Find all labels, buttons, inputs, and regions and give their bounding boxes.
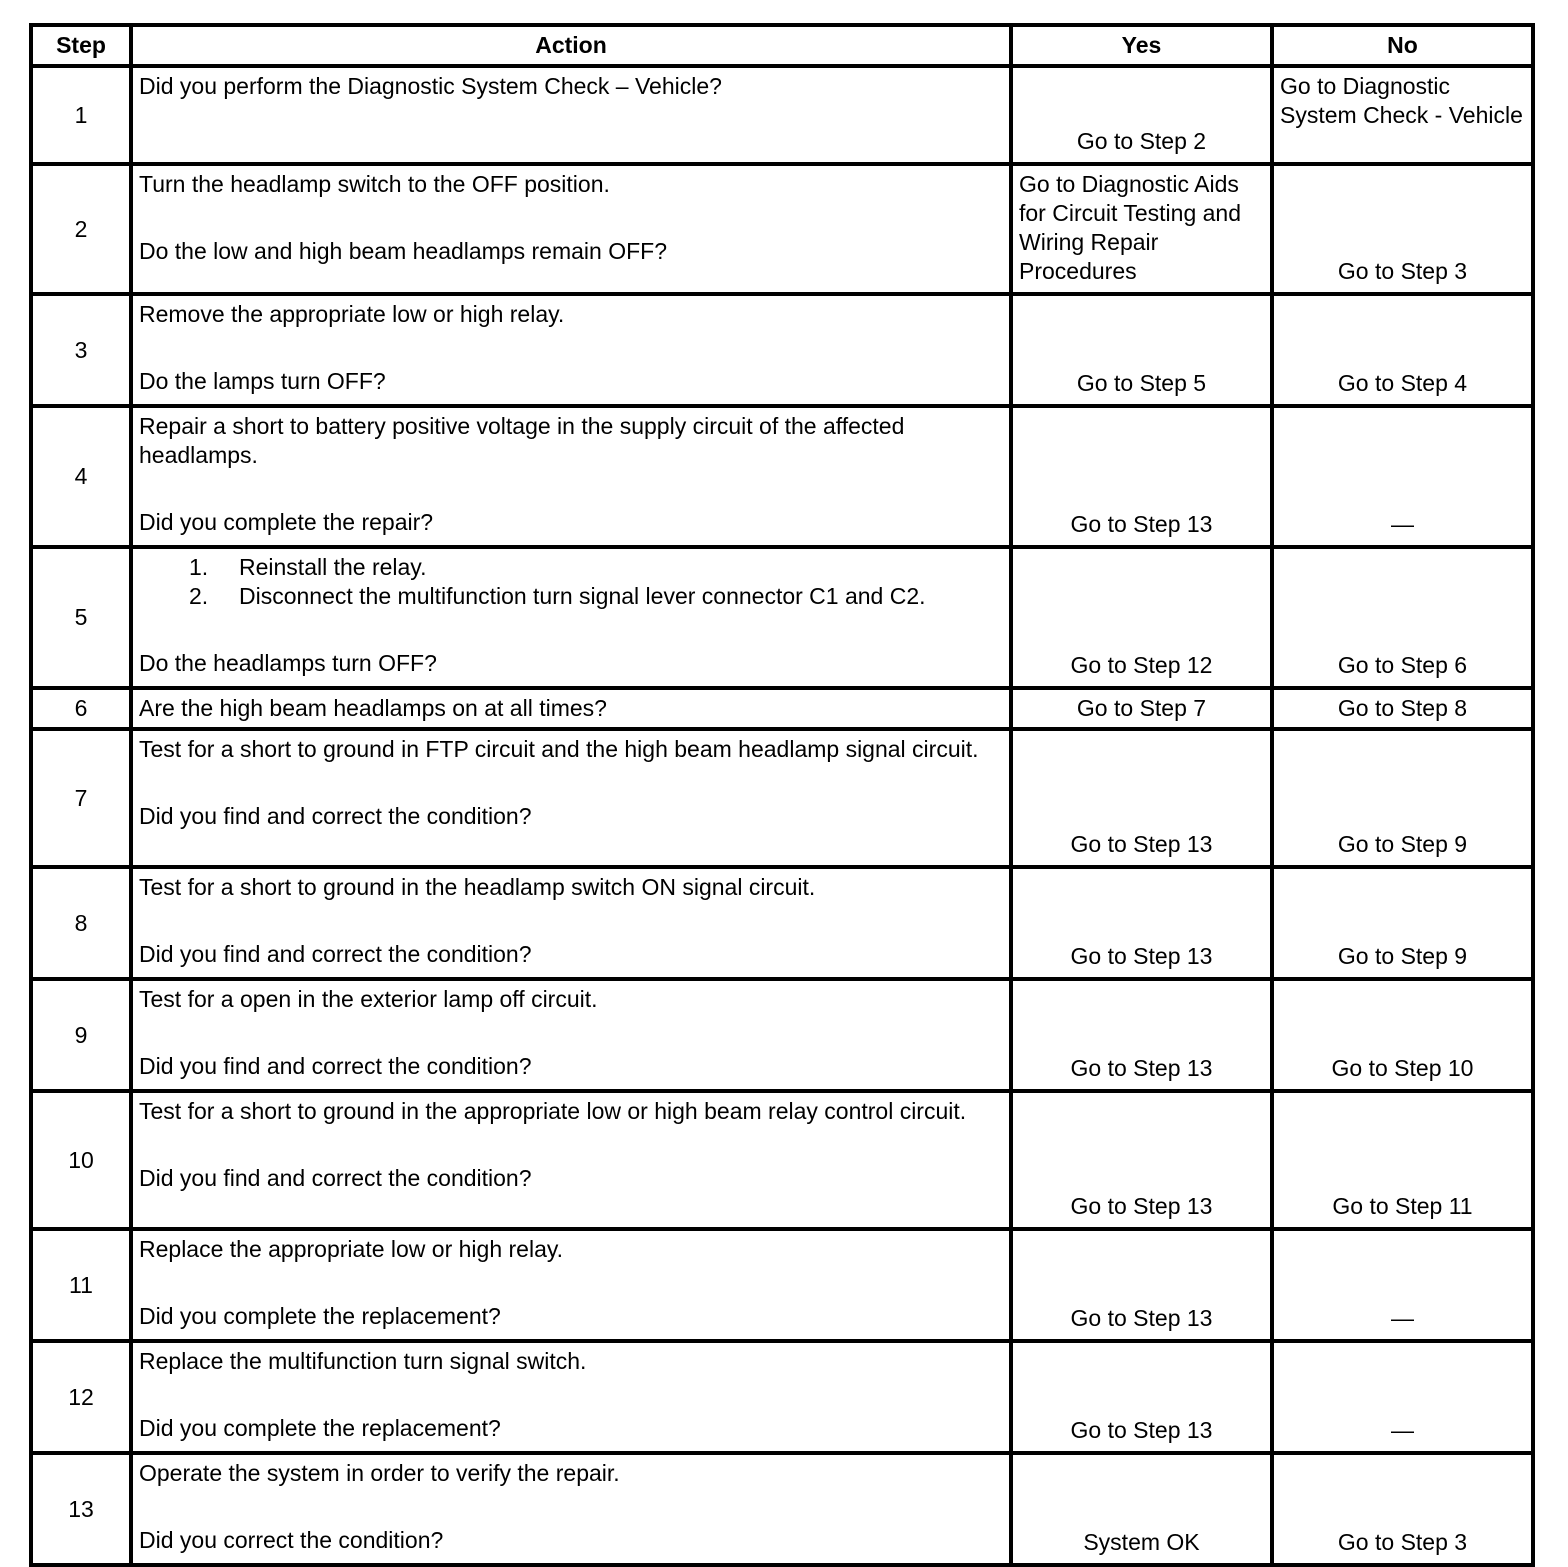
no-cell: Go to Step 4 (1272, 294, 1533, 406)
yes-cell: System OK (1011, 1453, 1272, 1565)
action-cell (131, 1091, 1011, 1229)
action-cell (131, 1341, 1011, 1453)
table-row (31, 1341, 1533, 1453)
action-question: Did you complete the replacement? (139, 1415, 501, 1441)
action-text: Replace the appropriate low or high relay. (139, 1236, 564, 1262)
action-cell (131, 406, 1011, 547)
table-row (31, 979, 1533, 1091)
no-cell: — (1272, 406, 1533, 547)
table-row (31, 66, 1533, 164)
action-cell (131, 1453, 1011, 1565)
action-question: Did you complete the repair? (139, 509, 434, 535)
step-number: 8 (31, 867, 131, 979)
substep-list (139, 553, 1003, 611)
table-row (31, 406, 1533, 547)
step-number: 13 (31, 1453, 131, 1565)
step-number: 3 (31, 294, 131, 406)
action-text: Turn the headlamp switch to the OFF position. (139, 171, 610, 197)
yes-cell: Go to Step 13 (1011, 1091, 1272, 1229)
no-cell: Go to Step 11 (1272, 1091, 1533, 1229)
table-row (31, 688, 1533, 729)
table-row (31, 1229, 1533, 1341)
step-header: Step (31, 25, 131, 66)
table-row (31, 867, 1533, 979)
step-number: 6 (31, 688, 131, 729)
action-header: Action (131, 25, 1011, 66)
diagnostic-table-container (29, 23, 1531, 1567)
diagnostic-table (29, 23, 1535, 1567)
action-text: Did you perform the Diagnostic System Check – Vehicle? (139, 73, 722, 99)
substep-text: Disconnect the multifunction turn signal lever connector C1 and C2. (239, 583, 926, 609)
yes-header: Yes (1011, 25, 1272, 66)
action-question: Did you complete the replacement? (139, 1303, 501, 1329)
action-cell (131, 164, 1011, 294)
step-number: 2 (31, 164, 131, 294)
no-cell: Go to Step 3 (1272, 1453, 1533, 1565)
no-cell: Go to Diagnostic System Check - Vehicle (1272, 66, 1533, 164)
action-text: Operate the system in order to verify the repair. (139, 1460, 620, 1486)
action-question: Do the low and high beam headlamps remain OFF? (139, 238, 668, 264)
step-number: 9 (31, 979, 131, 1091)
no-header: No (1272, 25, 1533, 66)
no-cell: Go to Step 8 (1272, 688, 1533, 729)
yes-cell: Go to Step 13 (1011, 867, 1272, 979)
action-cell (131, 729, 1011, 867)
substep-text: Reinstall the relay. (239, 554, 427, 580)
step-number: 11 (31, 1229, 131, 1341)
step-number: 1 (31, 66, 131, 164)
action-text: Test for a short to ground in FTP circuit and the high beam headlamp signal circuit. (139, 736, 979, 762)
action-cell (131, 1229, 1011, 1341)
no-cell: — (1272, 1229, 1533, 1341)
step-number: 10 (31, 1091, 131, 1229)
yes-cell: Go to Step 2 (1011, 66, 1272, 164)
yes-cell: Go to Diagnostic Aids for Circuit Testing and Wiring Repair Procedures (1011, 164, 1272, 294)
step-number: 12 (31, 1341, 131, 1453)
yes-cell: Go to Step 7 (1011, 688, 1272, 729)
step-number: 7 (31, 729, 131, 867)
action-cell (131, 867, 1011, 979)
action-cell (131, 66, 1011, 164)
no-cell: Go to Step 9 (1272, 729, 1533, 867)
action-question: Did you find and correct the condition? (139, 941, 532, 967)
action-text: Remove the appropriate low or high relay. (139, 301, 565, 327)
action-text: Test for a short to ground in the headlamp switch ON signal circuit. (139, 874, 816, 900)
action-cell (131, 979, 1011, 1091)
step-number: 4 (31, 406, 131, 547)
substep-number: 1. (189, 554, 209, 580)
table-row (31, 547, 1533, 688)
action-question: Did you correct the condition? (139, 1527, 444, 1553)
no-cell: — (1272, 1341, 1533, 1453)
action-text: Replace the multifunction turn signal switch. (139, 1348, 587, 1374)
action-text: Test for a open in the exterior lamp off circuit. (139, 986, 598, 1012)
yes-cell: Go to Step 13 (1011, 729, 1272, 867)
step-number: 5 (31, 547, 131, 688)
header-row (31, 25, 1533, 66)
yes-cell: Go to Step 5 (1011, 294, 1272, 406)
no-cell: Go to Step 9 (1272, 867, 1533, 979)
yes-cell: Go to Step 12 (1011, 547, 1272, 688)
table-row (31, 1453, 1533, 1565)
yes-cell: Go to Step 13 (1011, 979, 1272, 1091)
no-cell: Go to Step 6 (1272, 547, 1533, 688)
action-text: Test for a short to ground in the appropriate low or high beam relay control circuit. (139, 1098, 967, 1124)
substep-item (139, 582, 1003, 611)
action-cell (131, 294, 1011, 406)
yes-cell: Go to Step 13 (1011, 1341, 1272, 1453)
action-question: Do the headlamps turn OFF? (139, 650, 437, 676)
action-text: Are the high beam headlamps on at all times? (139, 695, 607, 721)
yes-cell: Go to Step 13 (1011, 1229, 1272, 1341)
table-row (31, 294, 1533, 406)
table-row (31, 164, 1533, 294)
table-row (31, 1091, 1533, 1229)
no-cell: Go to Step 10 (1272, 979, 1533, 1091)
substep-item (139, 553, 1003, 582)
action-cell (131, 547, 1011, 688)
action-question: Did you find and correct the condition? (139, 1053, 532, 1079)
action-text: Repair a short to battery positive voltage in the supply circuit of the affected headlamps. (139, 413, 905, 468)
action-question: Did you find and correct the condition? (139, 803, 532, 829)
substep-number: 2. (189, 583, 209, 609)
table-row (31, 729, 1533, 867)
yes-cell: Go to Step 13 (1011, 406, 1272, 547)
action-question: Did you find and correct the condition? (139, 1165, 532, 1191)
action-question: Do the lamps turn OFF? (139, 368, 386, 394)
action-cell (131, 688, 1011, 729)
no-cell: Go to Step 3 (1272, 164, 1533, 294)
